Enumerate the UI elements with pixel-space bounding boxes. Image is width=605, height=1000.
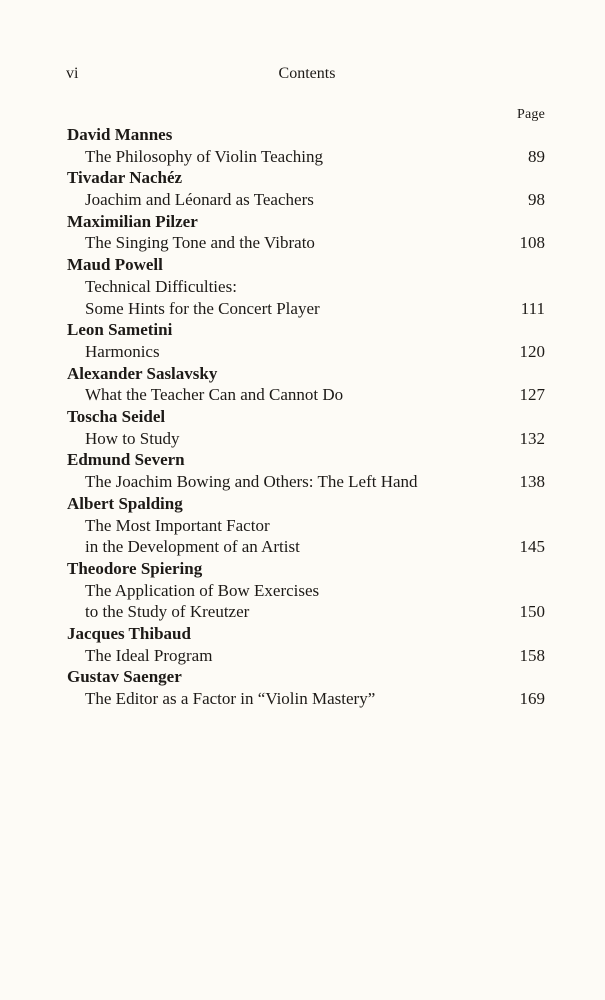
toc-title-line: Technical Difficulties: xyxy=(85,276,237,296)
toc-title-line: What the Teacher Can and Cannot Do xyxy=(85,385,344,405)
toc-title-line: How to Study xyxy=(85,428,180,448)
toc-author: Albert Spalding xyxy=(67,493,183,513)
toc-title-line: Joachim and Léonard as Teachers xyxy=(85,190,314,210)
toc-author: Toscha Seidel xyxy=(67,407,166,427)
toc-entry xyxy=(67,471,545,493)
toc-page-number: 132 xyxy=(519,428,545,448)
toc-title-line: The Application of Bow Exercises xyxy=(85,580,320,600)
toc-title-line: in the Development of an Artist xyxy=(85,537,300,557)
toc-author: Leon Sametini xyxy=(67,320,173,340)
toc-title-line: Harmonics xyxy=(85,341,160,361)
toc-author: Alexander Saslavsky xyxy=(67,363,218,383)
toc-title-line: The Editor as a Factor in “Violin Mastery” xyxy=(85,689,376,709)
toc-page-number: 138 xyxy=(519,472,545,492)
running-title: Contents xyxy=(278,65,336,82)
toc-author: David Mannes xyxy=(67,125,173,144)
toc-page-number: 98 xyxy=(528,190,545,210)
toc-entry xyxy=(67,276,545,319)
toc-entry xyxy=(67,515,545,558)
toc-entry xyxy=(67,384,545,406)
toc-title-line: The Ideal Program xyxy=(85,645,213,665)
toc-entry xyxy=(67,688,545,710)
toc-page-number: 120 xyxy=(519,341,545,361)
toc-author: Theodore Spiering xyxy=(67,558,203,578)
toc-title-line: The Singing Tone and the Vibrato xyxy=(85,233,315,253)
table-of-contents xyxy=(67,124,545,710)
toc-author: Jacques Thibaud xyxy=(67,624,191,644)
toc-title-line: to the Study of Kreutzer xyxy=(85,602,250,622)
toc-entry xyxy=(67,428,545,450)
toc-page-number: 158 xyxy=(519,645,545,665)
toc-author: Edmund Severn xyxy=(67,450,185,470)
toc-page-number: 150 xyxy=(519,602,545,622)
toc-title-line: The Philosophy of Violin Teaching xyxy=(85,146,323,166)
toc-title-line: The Joachim Bowing and Others: The Left Hand xyxy=(85,472,418,492)
toc-page-number: 89 xyxy=(528,146,545,166)
toc-entry xyxy=(67,232,545,254)
toc-page-number: 127 xyxy=(519,385,545,405)
toc-entry xyxy=(67,645,545,667)
toc-author: Maximilian Pilzer xyxy=(67,211,198,231)
toc-title-line: The Most Important Factor xyxy=(85,515,270,535)
toc-entry xyxy=(67,341,545,363)
page-column-label: Page xyxy=(516,107,545,122)
toc-page-number: 108 xyxy=(519,233,545,253)
toc-entry xyxy=(67,189,545,211)
toc-author: Tivadar Nachéz xyxy=(67,168,183,188)
toc-page-number: 169 xyxy=(519,689,545,709)
toc-title-line: Some Hints for the Concert Player xyxy=(85,298,320,318)
toc-page-number: 145 xyxy=(519,537,545,557)
toc-page-number: 111 xyxy=(520,298,545,318)
toc-author: Maud Powell xyxy=(67,255,163,275)
toc-entry xyxy=(67,580,545,623)
running-head xyxy=(0,65,605,87)
toc-author: Gustav Saenger xyxy=(67,667,182,687)
page-number: vi xyxy=(66,65,79,82)
toc-entry xyxy=(67,146,545,168)
